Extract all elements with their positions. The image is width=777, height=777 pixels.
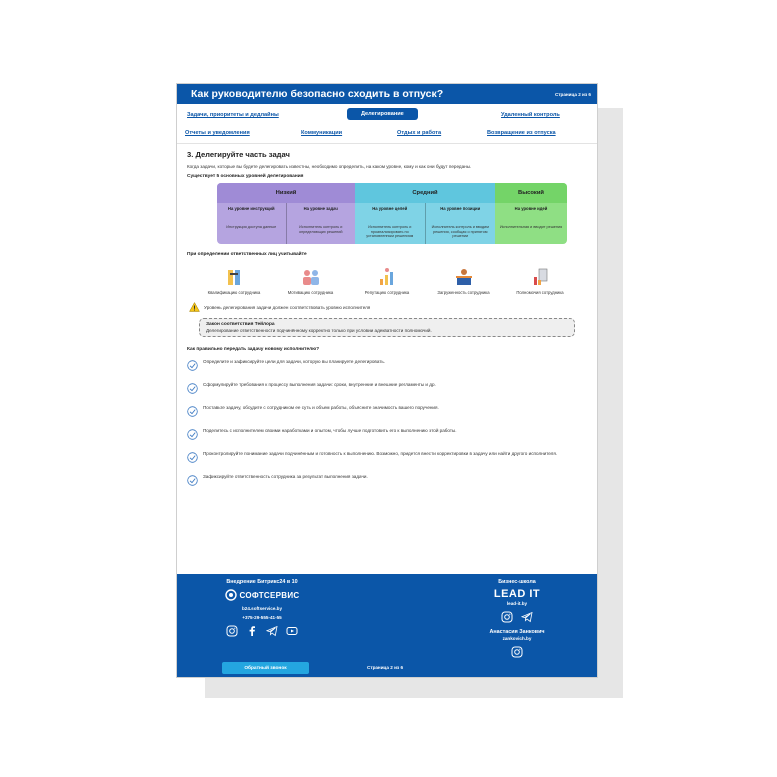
nav-item-tasks[interactable]: Задачи, приоритеты и дедлайны [187,112,279,118]
list-item [187,381,587,399]
person-site[interactable]: zankovich.by [502,636,532,641]
page-header [177,84,597,104]
step-text: Поставьте задачу, обсудите с сотрудником ее суть и объем работы, объясните значимость вашего поручения. [203,404,439,410]
checklist-icon [187,358,199,376]
lead-it-socials [452,611,582,623]
step-text: Поделитесь с исполнителем своими наработками и опытом, чтобы лучше подготовить его к выполнению этой работы. [203,427,457,433]
page-footer [177,574,598,678]
level-cell [426,203,496,244]
level-cell-title: На уровне идей [514,206,548,211]
reputation-icon [352,265,422,287]
person-socials [452,646,582,658]
factor-label: Квалификацию сотрудника [207,289,261,295]
warning-note [189,302,587,313]
youtube-icon[interactable] [286,625,298,637]
motivation-icon [276,265,346,287]
list-item [187,473,587,491]
level-cell-title: На уровне позиции [440,206,481,211]
instagram-icon[interactable] [501,611,513,623]
nav-item-delegation[interactable]: Делегирование [347,108,418,120]
levels-heading: Существует 5 основных уровней делегирования [187,174,304,179]
nav-item-return[interactable]: Возвращение из отпуска [487,130,556,136]
document-page [176,83,598,678]
qualification-icon [199,265,269,287]
main-content [177,144,597,491]
level-high-title: Высокий [495,183,567,203]
list-item [187,404,587,422]
checklist-icon [187,450,199,468]
section-intro: Когда задачи, которые вы будете делегировать известны, необходимо определить, на каком уровне, кому и как они будут переданы. [187,164,472,169]
page-title: Как руководителю безопасно сходить в отпуск? [191,88,444,100]
level-cell [355,203,426,244]
level-mid [355,183,495,244]
checklist-icon [187,473,199,491]
level-low [217,183,355,244]
factors-list [199,265,575,295]
lead-it-logo: LEAD IT [493,588,541,600]
step-text: Зафиксируйте ответственность сотрудника за результат выполнения задачи. [203,473,368,479]
factor-label: Мотивацию сотрудника [287,289,334,295]
level-cell-desc: Исполнитель контроль и вводим решения, сообщая о принятом решении [431,225,489,239]
checklist-icon [187,427,199,445]
factor-item [505,265,575,295]
list-item [187,427,587,445]
factor-item [352,265,422,295]
logo-text: СОФТСЕРВИС [239,590,300,600]
level-cell-desc: Инструкция доступа данные [226,225,277,229]
law-title: Закон соответствия Тейлора [206,321,275,327]
page-number: Страница 2 из 6 [554,91,591,97]
checklist-icon [187,381,199,399]
footer-site-link[interactable]: b24.softservice.by [241,606,283,611]
level-cell [287,203,356,244]
level-cell [495,203,567,244]
law-text: Делегирование ответственности подчинённому корректно только при условии адекватности полномочий. [206,327,432,333]
factors-heading: При определении ответственных лиц учитывайте [187,251,307,257]
level-high [495,183,567,244]
level-cell-title: На уровне инструкций [227,206,275,211]
level-cell [217,203,287,244]
softservice-logo-icon [225,589,237,601]
factor-item [429,265,499,295]
factor-label: Репутацию сотрудника [364,289,410,295]
nav-item-remote-control[interactable]: Удаленный контроль [501,112,560,118]
factor-item [199,265,269,295]
section-nav [177,104,597,144]
list-item [187,450,587,468]
steps-list [187,358,587,491]
instagram-icon[interactable] [511,646,523,658]
instagram-icon[interactable] [226,625,238,637]
step-text: Определите и зафиксируйте цели для задачи, которую вы планируете делегировать. [203,358,386,364]
checklist-icon [187,404,199,422]
authority-icon [505,265,575,287]
footer-left-heading: Внедрение Битрикс24 в 10 [226,579,298,585]
telegram-icon[interactable] [521,611,533,623]
level-cell-desc: Исполнительная и вводит решения [499,225,563,229]
warning-text: Уровень делегирования задачи должен соответствовать уровню исполнителя [204,304,371,310]
level-cell-title: На уровне задач [303,206,338,211]
workload-icon [429,265,499,287]
factor-label: Полномочия сотрудника [516,289,564,295]
list-item [187,358,587,376]
law-box [199,318,575,337]
footer-page-number: Страница 2 из 6 [367,665,404,670]
warning-icon [189,302,200,313]
callback-button[interactable]: Обратный звонок [222,662,309,674]
facebook-icon[interactable] [246,625,258,637]
level-mid-title: Средний [355,183,495,203]
section-title: 3. Делегируйте часть задач [187,150,290,159]
level-cell-title: На уровне целей [372,206,408,211]
nav-item-reports[interactable]: Отчеты и уведомления [185,130,250,136]
footer-right-heading: Бизнес-школа [498,579,536,585]
delegation-levels-table [217,183,567,244]
level-low-title: Низкий [217,183,355,203]
level-cell-desc: Исполнитель контроль и определяющих решений [298,225,343,234]
footer-phone[interactable]: +375-29-555-41-55 [242,615,282,620]
step-text: Сформулируйте требования к процессу выполнения задачи: сроки, внутренние и внешние регламенты и др. [203,381,436,387]
nav-item-communications[interactable]: Коммуникации [301,130,343,136]
social-links [177,625,347,637]
footer-right [452,574,582,658]
nav-item-rest-work[interactable]: Отдых и работа [397,130,442,136]
person-name: Анастасия Занкович [489,629,545,635]
softservice-logo [177,589,347,601]
lead-it-site[interactable]: lead-it.by [506,601,528,606]
telegram-icon[interactable] [266,625,278,637]
factor-item [276,265,346,295]
step-text: Проконтролируйте понимание задачи подчинённым и готовность к выполнению. Возможно, придется внести корректировки в задачу или найти другого исполнителя. [203,450,558,456]
level-cell-desc: Исполнитель контроль и проанализировать по установленным решениям [366,225,414,239]
factor-label: Загруженность сотрудника [437,289,490,295]
steps-heading: Как правильно передать задачу новому исполнителю? [187,346,320,352]
footer-left [177,574,347,637]
